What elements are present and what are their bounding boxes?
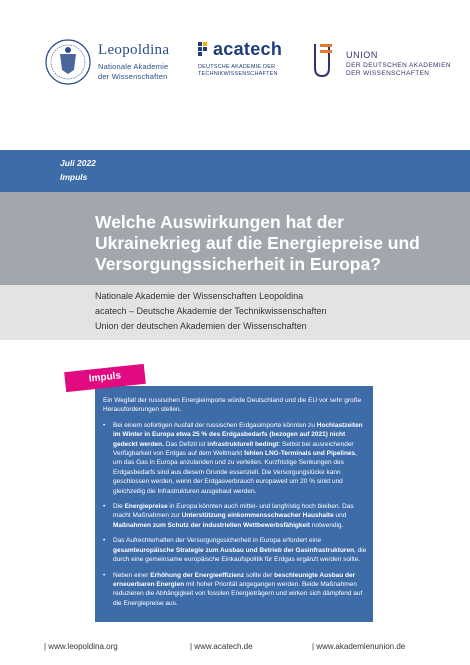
bullet-energy-prices: • Die Energiepreise in Europa könnten auch mittel- und langfristig hoch bleiben. Das macht Maßnahmen zur Unterstützung einkommensschwacher Haushalte und Maßnahmen zum Schutz der industriellen Wettbewerbsfähigkeit notwendig. [103, 502, 367, 530]
organization-union: Union der deutschen Akademien der Wissenschaften [95, 321, 307, 331]
union-mark-icon [312, 42, 332, 78]
bullet-gas-supply: • Bei einem sofortigen Ausfall der russischen Erdgasimporte könnten zu Hochlastzeiten im Winter in Europa etwa 25 % des Erdgasbedarfs (bezogen auf 2021) nicht gedeckt werden. Das Defizit ist infrastrukturell bedingt: Selbst bei ausreichender Verfügbarkeit von Erdgas auf dem Weltmarkt fehlen LNG-Terminals und Pipelines, um das Gas in Europa anzulanden und zu verteilen. Kurzfristige Senkungen des Erdgasbedarfs sind aus diesem Grunde essenziell. Die Versorgungslücke kann geschlossen werden, wenn der Erdgasverbrauch europaweit um 20 % sinkt und gleichzeitig die Infrastrukturen ausgebaut werden. [103, 421, 367, 496]
union-title: UNION [346, 50, 378, 60]
acatech-mark-icon [198, 42, 214, 58]
impuls-tag: Impuls [64, 364, 146, 392]
acatech-subtitle-1: DEUTSCHE AKADEMIE DER [198, 64, 276, 70]
bullet-european-strategy: • Das Aufrechterhalten der Versorgungssicherheit in Europa erfordert eine gesamteuropäische Strategie zum Ausbau und Betrieb der Gasinfrastrukturen, die durch eine gemeinsame europäische Einkaufspolitik für Erdgas ergänzt werden sollte. [103, 536, 367, 564]
union-subtitle-1: DER DEUTSCHEN AKADEMIEN [346, 62, 451, 69]
date-band [0, 150, 470, 192]
leopoldina-subtitle-1: Nationale Akademie [98, 62, 169, 71]
acatech-subtitle-2: TECHNIKWISSENSCHAFTEN [198, 71, 278, 77]
logo-header [0, 0, 470, 120]
footer-link-acatech[interactable]: | www.acatech.de [190, 642, 253, 651]
impuls-content [103, 396, 367, 614]
leopoldina-subtitle-2: der Wissenschaften [98, 72, 168, 81]
acatech-name: acatech [213, 39, 283, 59]
leopoldina-seal-icon [44, 38, 92, 86]
bullet-renewables: • Neben einer Erhöhung der Energieeffizienz sollte der beschleunigte Ausbau der erneuerbaren Energien mit hoher Priorität angegangen werden. Beide Maßnahmen reduzieren die Abhängigkeit von fossilen Energieträgern und wirken sich dämpfend auf die Energiepreise aus. [103, 571, 367, 609]
acatech-logo [198, 39, 294, 86]
footer-link-union[interactable]: | www.akademienunion.de [312, 642, 406, 651]
union-logo [312, 40, 462, 86]
organizations-list [95, 289, 326, 334]
publication-type: Impuls [60, 172, 88, 182]
leopoldina-logo [44, 38, 184, 88]
organization-acatech: acatech – Deutsche Akademie der Technikwissenschaften [95, 306, 327, 316]
leopoldina-name: Leopoldina [98, 42, 170, 58]
organization-leopoldina: Nationale Akademie der Wissenschaften Leopoldina [95, 291, 304, 301]
footer-link-leopoldina[interactable]: | www.leopoldina.org [44, 642, 118, 651]
union-subtitle-2: DER WISSENSCHAFTEN [346, 70, 430, 77]
document-title: Welche Auswirkungen hat der Ukrainekrieg auf die Energiepreise und Versorgungssicherheit in Europa? [95, 212, 420, 274]
publication-date: Juli 2022 [60, 158, 96, 168]
impuls-intro: Ein Wegfall der russischen Energieimporte würde Deutschland und die EU vor sehr große Herausforderungen stellen. [103, 397, 362, 414]
